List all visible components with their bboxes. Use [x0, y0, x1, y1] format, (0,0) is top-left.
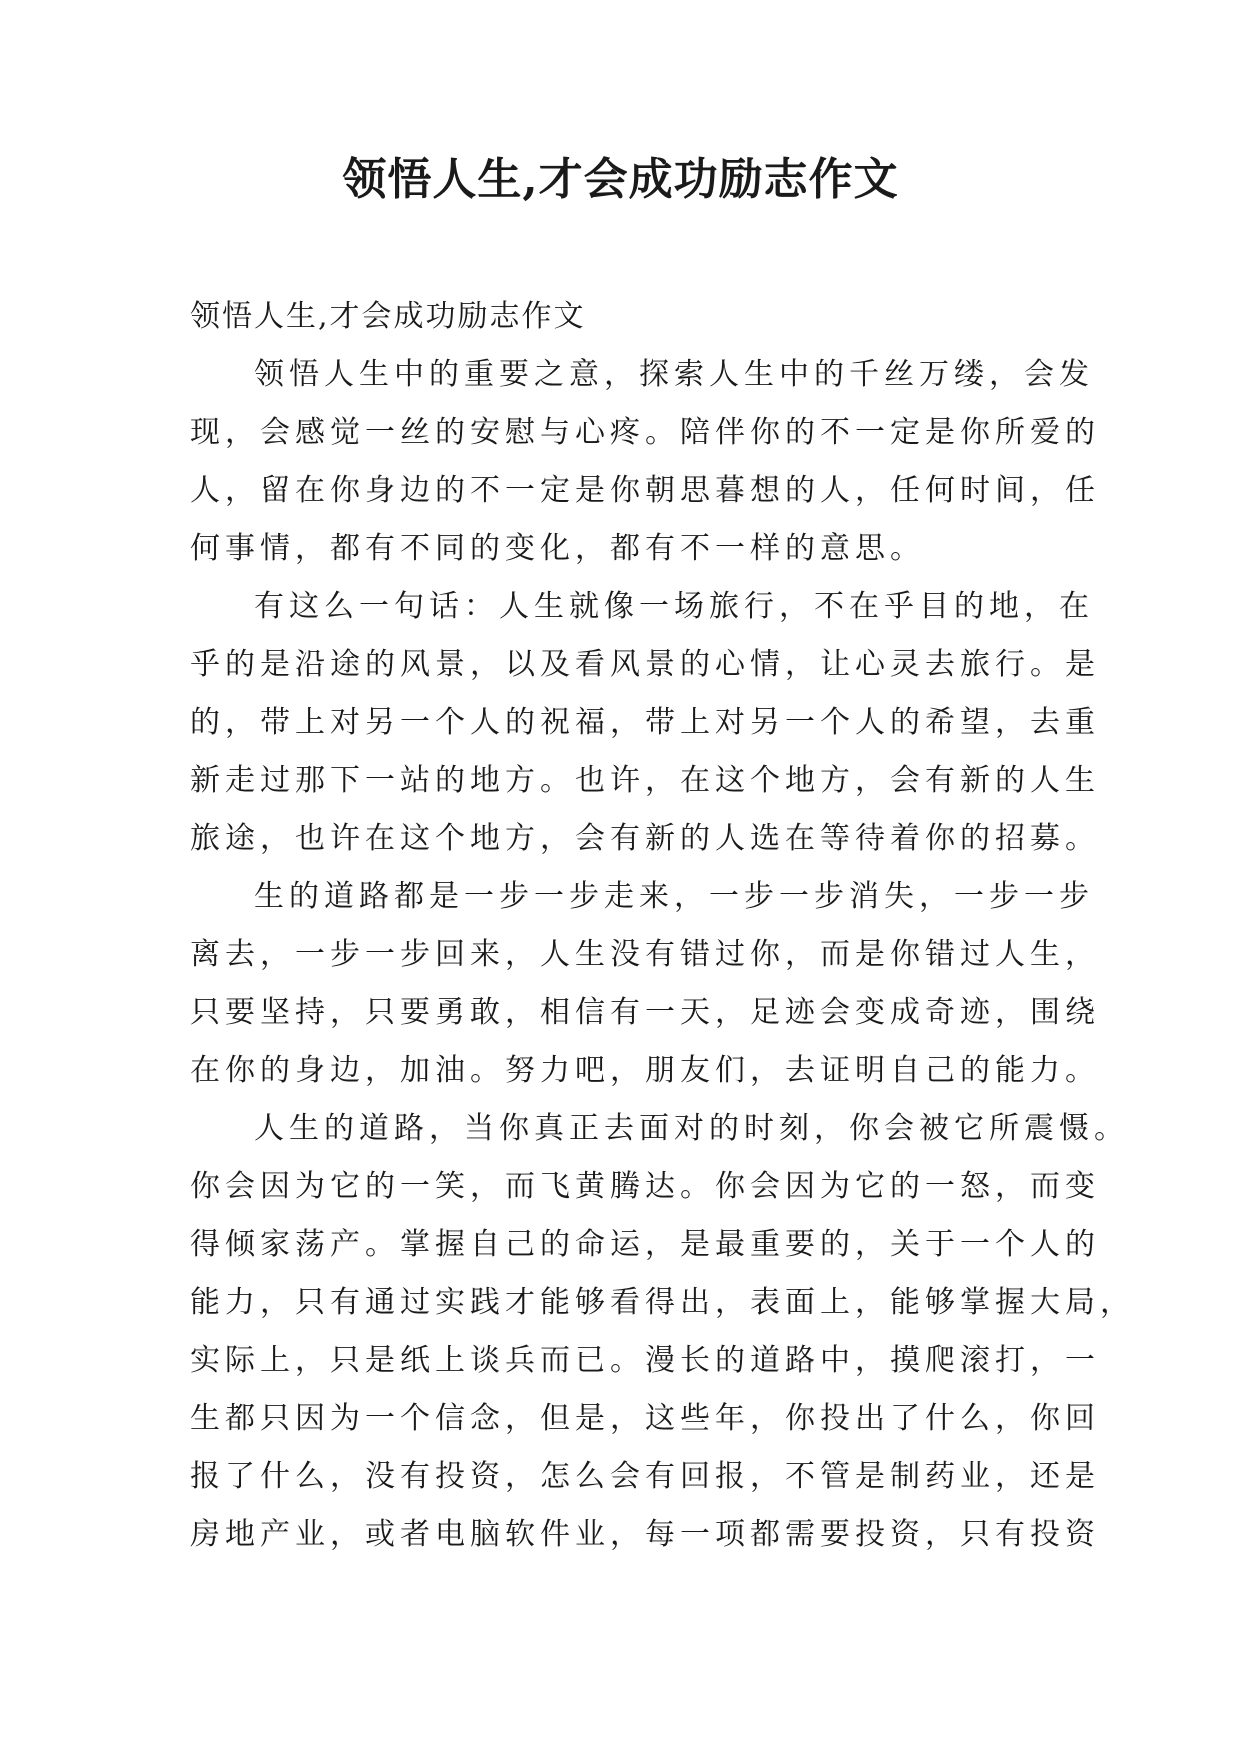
text-line: 在你的身边，加油。努力吧，朋友们，去证明自己的能力。 — [190, 1053, 1100, 1088]
text-line: 乎的是沿途的风景，以及看风景的心情，让心灵去旅行。是 — [190, 647, 1100, 682]
text-line: 离去，一步一步回来，人生没有错过你，而是你错过人生， — [190, 937, 1100, 972]
text-line: 人，留在你身边的不一定是你朝思暮想的人，任何时间，任 — [190, 473, 1100, 508]
text-line: 现，会感觉一丝的安慰与心疼。陪伴你的不一定是你所爱的 — [190, 415, 1100, 450]
text-line: 生都只因为一个信念，但是，这些年，你投出了什么，你回 — [190, 1401, 1100, 1436]
text-line: 能力，只有通过实践才能够看得出，表面上，能够掌握大局， — [190, 1285, 1135, 1320]
text-line: 你会因为它的一笑，而飞黄腾达。你会因为它的一怒，而变 — [190, 1169, 1100, 1204]
text-line: 只要坚持，只要勇敢，相信有一天，足迹会变成奇迹，围绕 — [190, 995, 1100, 1030]
text-line: 领悟人生中的重要之意，探索人生中的千丝万缕，会发 — [254, 357, 1094, 392]
text-line: 有这么一句话：人生就像一场旅行，不在乎目的地，在 — [254, 589, 1094, 624]
document-title: 领悟人生,才会成功励志作文 — [342, 154, 899, 205]
text-line: 何事情，都有不同的变化，都有不一样的意思。 — [190, 531, 925, 566]
text-line: 得倾家荡产。掌握自己的命运，是最重要的，关于一个人的 — [190, 1227, 1100, 1262]
text-line: 旅途，也许在这个地方，会有新的人选在等待着你的招募。 — [190, 821, 1100, 856]
text-line: 房地产业，或者电脑软件业，每一项都需要投资，只有投资 — [190, 1517, 1100, 1552]
text-line: 报了什么，没有投资，怎么会有回报，不管是制药业，还是 — [190, 1459, 1100, 1494]
paragraph-4 — [190, 1100, 1135, 1564]
paragraph-2 — [190, 578, 1100, 868]
document-subtitle: 领悟人生,才会成功励志作文 — [190, 299, 586, 334]
paragraph-3 — [190, 868, 1100, 1100]
text-line: 新走过那下一站的地方。也许，在这个地方，会有新的人生 — [190, 763, 1100, 798]
paragraph-1 — [190, 346, 1100, 578]
text-line: 实际上，只是纸上谈兵而已。漫长的道路中，摸爬滚打，一 — [190, 1343, 1100, 1378]
text-line: 的，带上对另一个人的祝福，带上对另一个人的希望，去重 — [190, 705, 1100, 740]
text-line: 人生的道路，当你真正去面对的时刻，你会被它所震慑。 — [254, 1111, 1129, 1146]
text-line: 生的道路都是一步一步走来，一步一步消失，一步一步 — [254, 879, 1094, 914]
document-body — [190, 288, 1135, 1564]
